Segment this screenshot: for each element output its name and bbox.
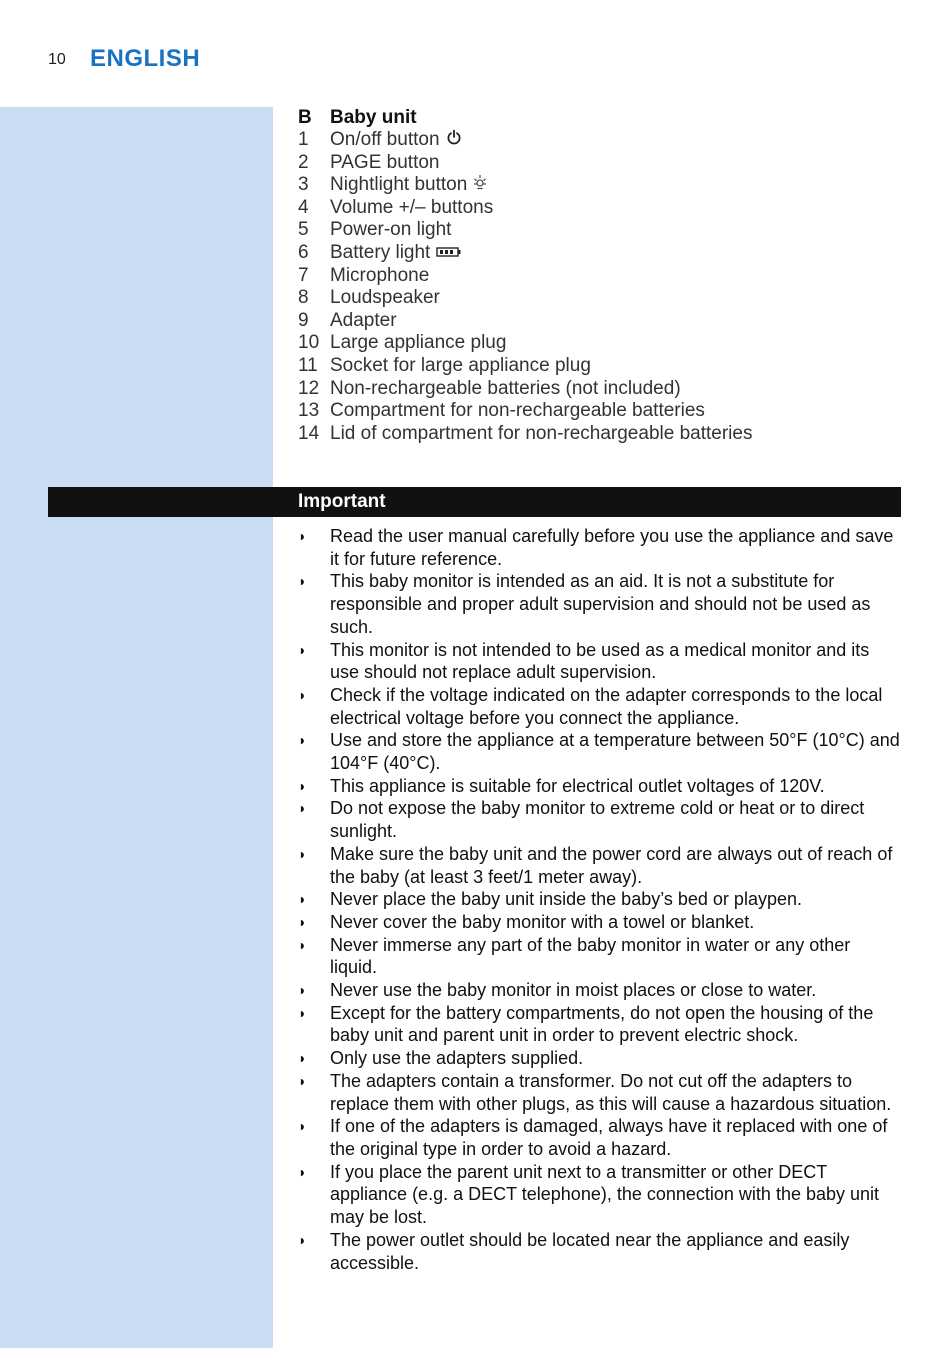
- parts-item-number: 9: [298, 309, 309, 331]
- important-item: [298, 639, 902, 684]
- important-item-text: Except for the battery compartments, do not open the housing of the baby unit and parent unit in order to prevent electric shock.: [330, 1002, 874, 1046]
- parts-item: [298, 242, 918, 265]
- important-item: [298, 1161, 902, 1229]
- parts-item-label: Battery light: [330, 241, 431, 263]
- important-item-text: If you place the parent unit next to a transmitter or other DECT appliance (e.g. a DECT telephone), the connection with the baby unit may be lost.: [330, 1161, 880, 1228]
- parts-item-label: Lid of compartment for non-rechargeable batteries: [330, 422, 753, 444]
- important-item: [298, 934, 902, 979]
- parts-item-label: Non-rechargeable batteries (not included): [330, 377, 681, 399]
- parts-item-label: Compartment for non-rechargeable batteries: [330, 400, 705, 422]
- parts-item-number: 14: [298, 422, 320, 444]
- parts-item: [298, 355, 918, 378]
- parts-item-label: Microphone: [330, 264, 430, 286]
- bullet-icon: ◗: [298, 913, 307, 930]
- important-item: [298, 570, 902, 638]
- important-item-text: This appliance is suitable for electrical outlet voltages of 120V.: [330, 775, 825, 796]
- parts-item-number: 2: [298, 151, 309, 173]
- parts-item: [298, 400, 918, 423]
- parts-item: [298, 152, 918, 175]
- important-item: [298, 525, 902, 570]
- bullet-icon: ◗: [298, 891, 307, 908]
- important-item: [298, 684, 902, 729]
- bullet-icon: ◗: [298, 528, 307, 544]
- important-item-text: Make sure the baby unit and the power cord are always out of reach of the baby (at least 3 feet/1 meter away).: [330, 843, 893, 887]
- parts-item-number: 1: [298, 129, 309, 150]
- important-item: [298, 1002, 902, 1047]
- power-icon: [446, 129, 462, 152]
- important-item-text: This baby monitor is intended as an aid. It is not a substitute for responsible and proper adult supervision and should not be used as such.: [330, 571, 871, 637]
- parts-item-label: On/off button: [330, 129, 440, 150]
- bullet-icon: ◗: [298, 845, 307, 862]
- parts-item-number: 12: [298, 377, 320, 399]
- parts-letter: B: [298, 107, 312, 128]
- parts-item-label: Power-on light: [330, 219, 452, 241]
- bullet-icon: ◗: [298, 732, 307, 749]
- parts-item-number: 13: [298, 400, 320, 422]
- important-item-text: This monitor is not intended to be used as a medical monitor and its use should not replace adult supervision.: [330, 639, 870, 683]
- parts-item: [298, 310, 918, 333]
- important-item: [298, 1115, 902, 1160]
- parts-item-number: 6: [298, 241, 309, 263]
- important-item: [298, 843, 902, 888]
- bullet-icon: ◗: [298, 800, 307, 817]
- parts-item-label: Adapter: [330, 309, 397, 331]
- important-item-text: Never place the baby unit inside the baby’s bed or playpen.: [330, 889, 802, 910]
- important-item-text: Never cover the baby monitor with a towel or blanket.: [330, 911, 755, 932]
- bullet-icon: ◗: [298, 1050, 307, 1067]
- important-item: [298, 729, 902, 774]
- important-item: [298, 775, 902, 798]
- parts-item-label: Volume +/– buttons: [330, 196, 494, 218]
- parts-item: [298, 129, 918, 152]
- important-item-text: If one of the adapters is damaged, always have it replaced with one of the original type in order to avoid a hazard.: [330, 1116, 888, 1159]
- sidebar-panel: [0, 107, 273, 1348]
- bullet-icon: ◗: [298, 1231, 307, 1248]
- important-item-text: Only use the adapters supplied.: [330, 1048, 584, 1069]
- parts-item-label: Loudspeaker: [330, 287, 440, 309]
- bullet-icon: ◗: [298, 641, 307, 658]
- parts-item: [298, 287, 918, 310]
- bullet-icon: ◗: [298, 982, 307, 999]
- important-item: [298, 888, 902, 911]
- parts-item: [298, 332, 918, 355]
- important-title: Important: [298, 491, 386, 512]
- bullet-icon: ◗: [298, 686, 307, 703]
- parts-item-label: Socket for large appliance plug: [330, 354, 591, 376]
- bullet-icon: ◗: [298, 1004, 307, 1021]
- parts-item-number: 10: [298, 332, 320, 354]
- parts-item-number: 5: [298, 219, 309, 241]
- parts-item: [298, 423, 918, 446]
- parts-item: [298, 265, 918, 288]
- parts-heading: [298, 106, 918, 129]
- bullet-icon: ◗: [298, 1163, 307, 1180]
- parts-heading-label: Baby unit: [330, 107, 417, 128]
- important-bar: [48, 487, 901, 517]
- bullet-icon: ◗: [298, 1118, 307, 1135]
- important-item: [298, 797, 902, 842]
- important-item-text: Do not expose the baby monitor to extreme cold or heat or to direct sunlight.: [330, 798, 865, 842]
- bullet-icon: ◗: [298, 777, 307, 794]
- parts-item-number: 7: [298, 264, 309, 286]
- important-item: [298, 911, 902, 934]
- parts-item-number: 8: [298, 287, 309, 309]
- important-item: [298, 979, 902, 1002]
- battery-icon: [436, 242, 462, 265]
- section-title: ENGLISH: [90, 45, 201, 72]
- nightlight-icon: [473, 174, 487, 197]
- parts-item-label: Nightlight button: [330, 174, 468, 196]
- parts-item: [298, 174, 918, 197]
- parts-item-label: Large appliance plug: [330, 332, 507, 354]
- parts-list: [298, 106, 918, 445]
- important-item-text: Check if the voltage indicated on the adapter corresponds to the local electrical voltage before you connect the appliance.: [330, 684, 883, 728]
- important-item-text: Never immerse any part of the baby monitor in water or any other liquid.: [330, 934, 851, 978]
- important-item-text: The adapters contain a transformer. Do not cut off the adapters to replace them with other plugs, as this will cause a hazardous situation.: [330, 1070, 892, 1114]
- important-item: [298, 1047, 902, 1070]
- important-item-text: Read the user manual carefully before you use the appliance and save it for future reference.: [330, 526, 894, 569]
- parts-item-number: 3: [298, 174, 309, 196]
- parts-item: [298, 378, 918, 401]
- parts-item: [298, 219, 918, 242]
- parts-item-label: PAGE button: [330, 151, 440, 173]
- bullet-icon: ◗: [298, 936, 307, 953]
- bullet-icon: ◗: [298, 573, 307, 590]
- parts-item: [298, 197, 918, 220]
- important-item: [298, 1229, 902, 1274]
- parts-item-number: 11: [298, 354, 318, 376]
- important-item-text: Use and store the appliance at a temperature between 50°F (10°C) and 104°F (40°C).: [330, 730, 900, 774]
- important-item-text: The power outlet should be located near the appliance and easily accessible.: [330, 1229, 850, 1273]
- parts-item-number: 4: [298, 196, 309, 218]
- important-list: [298, 525, 902, 1274]
- important-item: [298, 1070, 902, 1115]
- important-item-text: Never use the baby monitor in moist places or close to water.: [330, 980, 817, 1001]
- bullet-icon: ◗: [298, 1072, 307, 1089]
- page-number: 10: [48, 51, 66, 68]
